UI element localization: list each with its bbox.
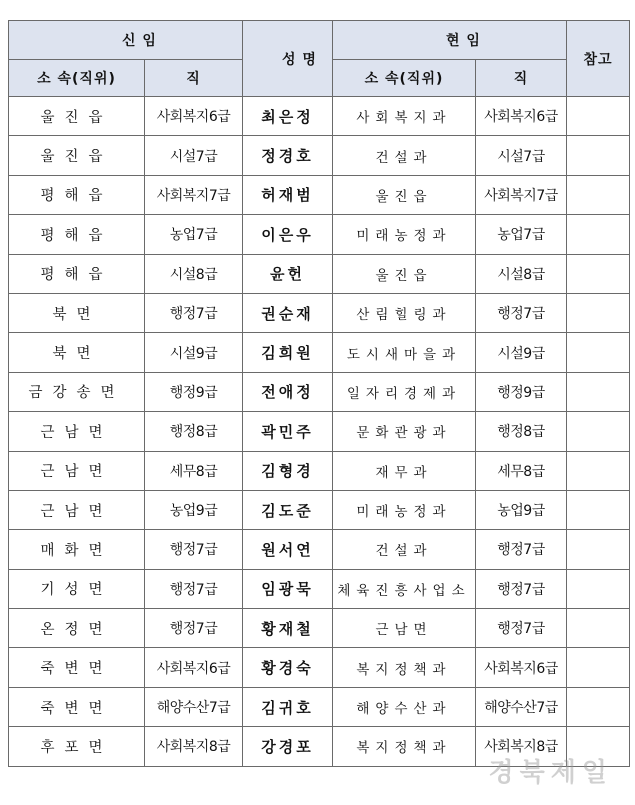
table-row bbox=[9, 372, 630, 411]
name-cell: 김형경 bbox=[243, 451, 333, 490]
table-row bbox=[9, 648, 630, 687]
name-cell: 김희원 bbox=[243, 333, 333, 372]
header-new-grade: 직 bbox=[145, 60, 243, 97]
note-cell bbox=[567, 175, 630, 214]
table-row bbox=[9, 687, 630, 726]
current-dept-cell: 복지정책과 bbox=[333, 727, 476, 766]
new-dept-cell: 북면 bbox=[9, 293, 145, 332]
watermark-logo: 경북제일 bbox=[488, 758, 613, 788]
new-grade-cell: 농업7급 bbox=[145, 215, 243, 254]
name-cell: 정경호 bbox=[243, 136, 333, 175]
new-dept-cell: 울진읍 bbox=[9, 97, 145, 136]
new-grade-cell: 사회복지6급 bbox=[145, 97, 243, 136]
name-cell: 황경숙 bbox=[243, 648, 333, 687]
current-dept-cell: 문화관광과 bbox=[333, 412, 476, 451]
name-cell: 김귀호 bbox=[243, 687, 333, 726]
current-grade-cell: 시설7급 bbox=[476, 136, 567, 175]
new-grade-cell: 해양수산7급 bbox=[145, 687, 243, 726]
current-grade-cell: 행정9급 bbox=[476, 372, 567, 411]
header-name: 성 명 bbox=[243, 21, 333, 97]
current-dept-cell: 미래농정과 bbox=[333, 215, 476, 254]
name-cell: 전애정 bbox=[243, 372, 333, 411]
current-grade-cell: 시설9급 bbox=[476, 333, 567, 372]
current-dept-cell: 복지정책과 bbox=[333, 648, 476, 687]
current-dept-cell: 건설과 bbox=[333, 136, 476, 175]
header-note: 참고 bbox=[567, 21, 630, 97]
new-dept-cell: 죽변면 bbox=[9, 648, 145, 687]
note-cell bbox=[567, 530, 630, 569]
new-grade-cell: 행정7급 bbox=[145, 609, 243, 648]
note-cell bbox=[567, 609, 630, 648]
new-grade-cell: 시설8급 bbox=[145, 254, 243, 293]
new-dept-cell: 근남면 bbox=[9, 412, 145, 451]
name-cell: 허재범 bbox=[243, 175, 333, 214]
new-dept-cell: 평해읍 bbox=[9, 175, 145, 214]
current-dept-cell: 건설과 bbox=[333, 530, 476, 569]
current-grade-cell: 행정7급 bbox=[476, 293, 567, 332]
current-grade-cell: 행정7급 bbox=[476, 569, 567, 608]
table-row bbox=[9, 530, 630, 569]
current-dept-cell: 재무과 bbox=[333, 451, 476, 490]
table-row bbox=[9, 254, 630, 293]
current-grade-cell: 사회복지6급 bbox=[476, 648, 567, 687]
table-row bbox=[9, 97, 630, 136]
current-grade-cell: 시설8급 bbox=[476, 254, 567, 293]
name-cell: 최은정 bbox=[243, 97, 333, 136]
name-cell: 원서연 bbox=[243, 530, 333, 569]
name-cell: 권순재 bbox=[243, 293, 333, 332]
new-grade-cell: 행정7급 bbox=[145, 530, 243, 569]
current-grade-cell: 행정7급 bbox=[476, 530, 567, 569]
current-grade-cell: 농업7급 bbox=[476, 215, 567, 254]
current-dept-cell: 산림힐링과 bbox=[333, 293, 476, 332]
new-dept-cell: 울진읍 bbox=[9, 136, 145, 175]
new-grade-cell: 사회복지6급 bbox=[145, 648, 243, 687]
personnel-table bbox=[8, 20, 630, 767]
new-grade-cell: 세무8급 bbox=[145, 451, 243, 490]
new-dept-cell: 금강송면 bbox=[9, 372, 145, 411]
table-row bbox=[9, 293, 630, 332]
note-cell bbox=[567, 333, 630, 372]
note-cell bbox=[567, 215, 630, 254]
current-grade-cell: 사회복지8급 bbox=[476, 727, 567, 766]
header-current-post: 현 임 bbox=[333, 21, 567, 60]
name-cell: 곽민주 bbox=[243, 412, 333, 451]
table-row bbox=[9, 609, 630, 648]
note-cell bbox=[567, 254, 630, 293]
new-dept-cell: 근남면 bbox=[9, 451, 145, 490]
note-cell bbox=[567, 687, 630, 726]
current-dept-cell: 도시새마을과 bbox=[333, 333, 476, 372]
table-body bbox=[9, 97, 630, 767]
new-grade-cell: 농업9급 bbox=[145, 490, 243, 529]
note-cell bbox=[567, 648, 630, 687]
current-grade-cell: 사회복지6급 bbox=[476, 97, 567, 136]
table-header bbox=[9, 21, 630, 97]
current-grade-cell: 행정7급 bbox=[476, 609, 567, 648]
current-grade-cell: 세무8급 bbox=[476, 451, 567, 490]
header-new-dept: 소 속(직위) bbox=[9, 60, 145, 97]
current-grade-cell: 해양수산7급 bbox=[476, 687, 567, 726]
new-dept-cell: 온정면 bbox=[9, 609, 145, 648]
table-row bbox=[9, 333, 630, 372]
table-row bbox=[9, 451, 630, 490]
header-current-dept: 소 속(직위) bbox=[333, 60, 476, 97]
current-dept-cell: 울진읍 bbox=[333, 175, 476, 214]
current-grade-cell: 사회복지7급 bbox=[476, 175, 567, 214]
current-dept-cell: 근남면 bbox=[333, 609, 476, 648]
header-current-grade: 직 bbox=[476, 60, 567, 97]
current-grade-cell: 행정8급 bbox=[476, 412, 567, 451]
table-row bbox=[9, 569, 630, 608]
new-grade-cell: 행정9급 bbox=[145, 372, 243, 411]
new-grade-cell: 행정7급 bbox=[145, 293, 243, 332]
header-new-post: 신 임 bbox=[9, 21, 243, 60]
table-row bbox=[9, 175, 630, 214]
current-dept-cell: 사회복지과 bbox=[333, 97, 476, 136]
new-dept-cell: 평해읍 bbox=[9, 254, 145, 293]
current-dept-cell: 체육진흥사업소 bbox=[333, 569, 476, 608]
note-cell bbox=[567, 372, 630, 411]
table-row bbox=[9, 136, 630, 175]
current-dept-cell: 일자리경제과 bbox=[333, 372, 476, 411]
name-cell: 윤헌 bbox=[243, 254, 333, 293]
new-dept-cell: 매화면 bbox=[9, 530, 145, 569]
table-row bbox=[9, 412, 630, 451]
name-cell: 강경포 bbox=[243, 727, 333, 766]
current-dept-cell: 미래농정과 bbox=[333, 490, 476, 529]
new-grade-cell: 행정8급 bbox=[145, 412, 243, 451]
new-grade-cell: 행정7급 bbox=[145, 569, 243, 608]
name-cell: 황재철 bbox=[243, 609, 333, 648]
note-cell bbox=[567, 412, 630, 451]
table-row bbox=[9, 215, 630, 254]
note-cell bbox=[567, 490, 630, 529]
new-grade-cell: 사회복지8급 bbox=[145, 727, 243, 766]
new-grade-cell: 시설9급 bbox=[145, 333, 243, 372]
name-cell: 이은우 bbox=[243, 215, 333, 254]
new-dept-cell: 기성면 bbox=[9, 569, 145, 608]
table-row bbox=[9, 490, 630, 529]
name-cell: 김도준 bbox=[243, 490, 333, 529]
note-cell bbox=[567, 451, 630, 490]
new-grade-cell: 사회복지7급 bbox=[145, 175, 243, 214]
current-dept-cell: 울진읍 bbox=[333, 254, 476, 293]
note-cell bbox=[567, 97, 630, 136]
current-dept-cell: 해양수산과 bbox=[333, 687, 476, 726]
note-cell bbox=[567, 569, 630, 608]
new-dept-cell: 평해읍 bbox=[9, 215, 145, 254]
note-cell bbox=[567, 136, 630, 175]
note-cell bbox=[567, 293, 630, 332]
current-grade-cell: 농업9급 bbox=[476, 490, 567, 529]
new-dept-cell: 죽변면 bbox=[9, 687, 145, 726]
new-grade-cell: 시설7급 bbox=[145, 136, 243, 175]
name-cell: 임광묵 bbox=[243, 569, 333, 608]
new-dept-cell: 후포면 bbox=[9, 727, 145, 766]
new-dept-cell: 근남면 bbox=[9, 490, 145, 529]
new-dept-cell: 북면 bbox=[9, 333, 145, 372]
